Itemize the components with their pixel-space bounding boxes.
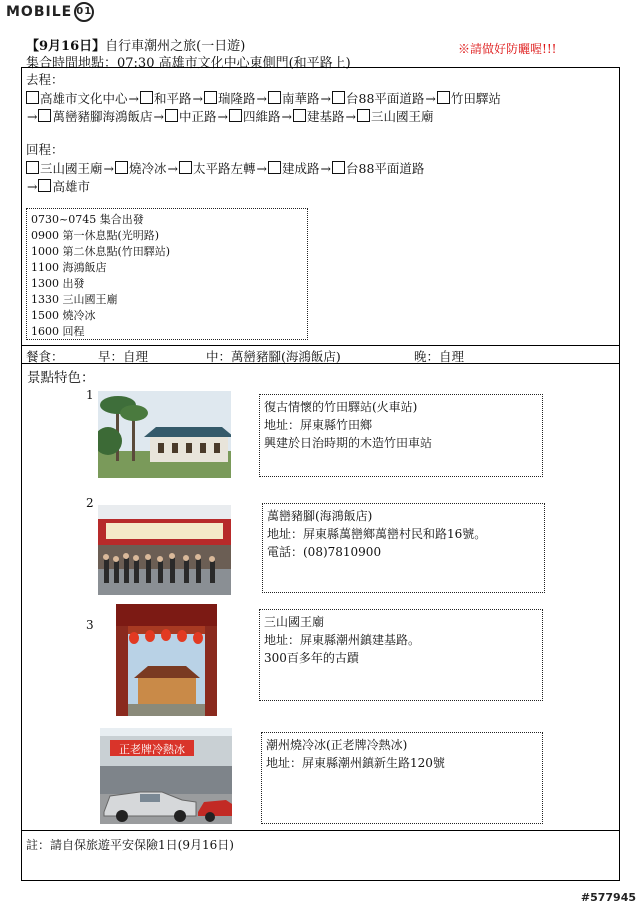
return-line-2: → 高雄市	[27, 179, 90, 194]
checkbox	[115, 161, 128, 174]
breakfast: 早：自理	[98, 349, 149, 364]
schedule-item: 1000 第二休息點(竹田驛站)	[31, 245, 171, 258]
sight-info-box	[262, 503, 545, 593]
checkbox	[437, 91, 450, 104]
ice-shop-photo	[100, 728, 232, 824]
checkbox	[204, 91, 217, 104]
checkbox	[357, 109, 370, 122]
divider	[22, 363, 619, 364]
date-tag: 【9月16日】	[26, 39, 106, 54]
checkbox	[26, 161, 39, 174]
schedule-item: 0900 第一休息點(光明路)	[31, 229, 160, 242]
sight-name: 復古情懷的竹田驛站(火車站)	[264, 400, 418, 414]
train-station-photo	[98, 391, 231, 478]
sight-number: 1	[86, 388, 94, 402]
sight-name: 三山國王廟	[264, 615, 325, 629]
return-label: 回程：	[26, 142, 64, 157]
schedule-item: 1600 回程	[31, 325, 85, 338]
insurance-note: 註：請自保旅遊平安保險1日(9月16日)	[26, 838, 234, 852]
sights-title: 景點特色：	[27, 370, 95, 386]
checkbox	[26, 91, 39, 104]
sight-desc: 興建於日治時期的木造竹田車站	[264, 436, 433, 450]
sight-address: 地址：屏東縣潮州鎮建基路。	[264, 633, 421, 647]
itinerary-frame	[21, 67, 620, 881]
divider	[22, 345, 619, 346]
sight-number: 2	[86, 496, 94, 510]
meeting-info: 集合時間地點：07:30 高雄市文化中心東側門(和平路上)	[26, 56, 351, 71]
return-line-1: 三山國王廟→ 燒冷冰→ 太平路左轉→ 建成路→ 台88平面道路	[26, 159, 424, 178]
checkbox	[165, 109, 178, 122]
sight-name: 萬巒豬腳(海鴻飯店)	[267, 509, 373, 523]
lunch: 中：萬巒豬腳(海鴻飯店)	[206, 349, 341, 364]
site-logo: MOBILE 01	[6, 2, 94, 22]
sight-info-box	[259, 609, 543, 701]
schedule-item: 1100 海鴻飯店	[31, 261, 107, 274]
checkbox	[229, 109, 242, 122]
checkbox	[268, 161, 281, 174]
checkbox	[38, 109, 51, 122]
schedule-item: 0730~0745 集合出發	[31, 213, 144, 226]
checkbox	[332, 91, 345, 104]
schedule-item: 1330 三山國王廟	[31, 293, 118, 306]
checkbox	[268, 91, 281, 104]
temple-photo	[116, 604, 217, 716]
checkbox	[293, 109, 306, 122]
sight-name: 潮州燒冷冰(正老牌冷熱冰)	[266, 738, 408, 752]
sight-info-box	[261, 732, 543, 824]
sun-warning: ※請做好防曬喔!!!	[458, 42, 557, 56]
sight-info-box	[259, 394, 543, 477]
sight-address: 地址：屏東縣竹田鄉	[264, 418, 373, 432]
shop-sign-text: 正老牌冷熱冰	[119, 743, 185, 756]
checkbox	[140, 91, 153, 104]
trip-title: 自行車潮州之旅(一日遊)	[105, 39, 246, 54]
watermark: #577945	[580, 891, 636, 904]
schedule-box	[26, 208, 308, 340]
sight-number: 3	[86, 618, 94, 632]
outbound-label: 去程：	[26, 72, 64, 87]
schedule-item: 1500 燒冷冰	[31, 309, 96, 322]
sight-address: 地址：屏東縣萬巒鄉萬巒村民和路16號。	[267, 527, 487, 541]
outbound-line-2: → 萬巒豬腳海鴻飯店→ 中正路→ 四維路→ 建基路→ 三山國王廟	[27, 109, 434, 124]
restaurant-photo	[98, 505, 231, 595]
logo-badge: 01	[74, 2, 94, 22]
meals-label: 餐食：	[26, 349, 64, 364]
sight-phone: 電話：(08)7810900	[267, 545, 382, 559]
dinner: 晚：自理	[414, 349, 465, 364]
sight-address: 地址：屏東縣潮州鎮新生路120號	[266, 756, 445, 770]
checkbox	[332, 161, 345, 174]
sight-desc: 300百多年的古蹟	[264, 651, 359, 665]
checkbox	[38, 179, 51, 192]
outbound-line-1: 高雄市文化中心→ 和平路→ 瑞隆路→ 南華路→ 台88平面道路→ 竹田驛站	[26, 89, 501, 108]
schedule-item: 1300 出發	[31, 277, 85, 290]
divider	[22, 830, 619, 831]
checkbox	[179, 161, 192, 174]
